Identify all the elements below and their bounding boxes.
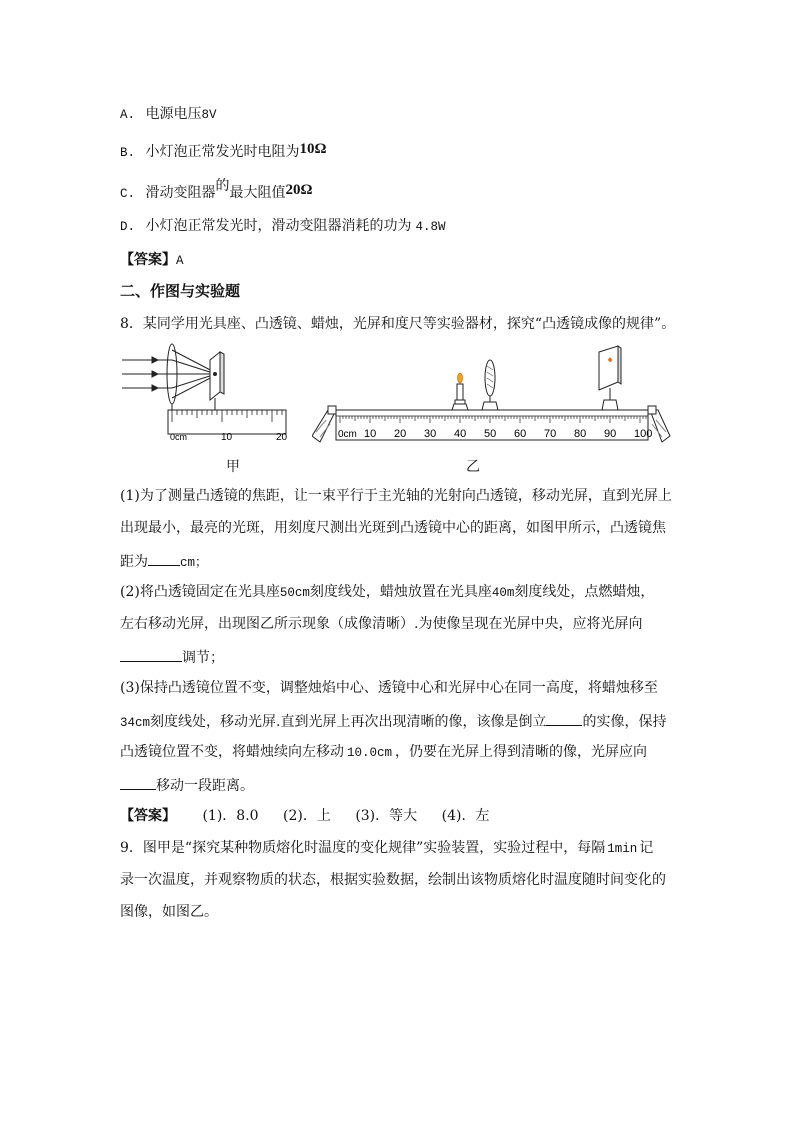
q8-p2-value-50cm: 50cm bbox=[279, 586, 310, 600]
ruler-b-tick-label: 90 bbox=[604, 428, 617, 440]
blank-2 bbox=[120, 646, 182, 662]
blank-4 bbox=[120, 774, 156, 790]
option-a bbox=[120, 104, 216, 125]
option-c bbox=[120, 178, 313, 204]
ruler-b-tick-label: 80 bbox=[574, 428, 587, 440]
q8-answer-item-4: (4)．左 bbox=[441, 808, 490, 824]
convex-lens-b bbox=[482, 360, 498, 410]
q8-answer-item-2: (2)．上 bbox=[283, 808, 331, 824]
option-a-value: 8V bbox=[201, 108, 217, 122]
ruler-a-tick-label-20: 20 bbox=[276, 432, 288, 443]
option-b-text: 小灯泡正常发光时电阻为 bbox=[145, 144, 300, 160]
q8-p1-line1: (1)为了测量凸透镜的焦距，让一束平行于主光轴的光射向凸透镜，移动光屏，直到光屏上 bbox=[120, 488, 672, 504]
option-d bbox=[120, 216, 445, 237]
q8-p1-line3 bbox=[120, 550, 208, 573]
q8-p2-line3 bbox=[120, 646, 224, 668]
q8-stem: 8．某同学用光具座、凸透镜、蜡烛，光屏和度尺等实验器材，探究“凸透镜成像的规律”。 bbox=[120, 316, 676, 332]
q8-answer bbox=[120, 806, 489, 826]
q8-p3-text-3a: 凸透镜位置不变，将蜡烛续向左移动 bbox=[120, 744, 344, 760]
figure-b bbox=[312, 340, 674, 450]
ruler-b-tick-label: 50 bbox=[484, 428, 497, 440]
answer-1-label: 【答案】 bbox=[120, 252, 176, 268]
q9-text-c: 记 bbox=[639, 840, 654, 856]
q8-p1-unit: cm； bbox=[180, 556, 208, 570]
q8-p3-line4 bbox=[120, 774, 254, 796]
q8-p3-value-10cm: 10.0cm bbox=[347, 746, 393, 760]
q8-p3-line2 bbox=[120, 710, 666, 733]
q9-text-a: 9．图甲是“探究某种物质熔化时温度的变化规律”实验装置，实验过程中，每隔 bbox=[120, 840, 606, 856]
option-d-value: 4.8W bbox=[415, 220, 446, 234]
ruler-b-tick-label: 70 bbox=[544, 428, 557, 440]
focal-spot bbox=[213, 372, 217, 376]
q9-line1 bbox=[120, 838, 653, 859]
option-c-text1: 滑动变阻器 bbox=[145, 185, 216, 201]
q8-p2-line1 bbox=[120, 582, 654, 603]
option-c-label: C. bbox=[120, 187, 136, 201]
q8-p3-line1: (3)保持凸透镜位置不变，调整烛焰中心、透镜中心和光屏中心在同一高度，将蜡烛移至 bbox=[120, 680, 658, 696]
ruler-b-tick-label: 40 bbox=[454, 428, 467, 440]
q8-p3-line4-text: 移动一段距离。 bbox=[156, 778, 254, 794]
option-d-label: D. bbox=[120, 220, 136, 234]
q8-p3-value-34cm: 34cm bbox=[120, 716, 151, 730]
q8-p2-text-e: 刻度线处，点燃蜡烛， bbox=[514, 584, 655, 600]
light-screen-b bbox=[599, 346, 621, 410]
candle bbox=[452, 373, 468, 410]
q8-p1-line3-text: 距为 bbox=[120, 554, 148, 570]
q8-p1-line2: 出现最小，最亮的光斑，用刻度尺测出光斑到凸透镜中心的距离，如图甲所示，凸透镜焦 bbox=[120, 520, 666, 536]
figure-a-caption: 甲 bbox=[226, 459, 240, 475]
option-c-text2: 最大阻值 bbox=[229, 185, 286, 201]
figure-b-caption: 乙 bbox=[466, 459, 480, 475]
ruler-b-tick-label: 60 bbox=[514, 428, 527, 440]
q8-answer-item-1: (1)．8.0 bbox=[202, 808, 259, 824]
ruler-b-tick-label: 30 bbox=[424, 428, 437, 440]
ruler-b-tick-label: 100 bbox=[634, 428, 653, 440]
light-screen bbox=[210, 352, 224, 412]
q9-value-1min: 1min bbox=[607, 842, 638, 856]
q8-p3-text-c: 的实像，保持 bbox=[582, 714, 667, 730]
ruler-b-tick-label: 20 bbox=[394, 428, 407, 440]
ruler-a-tick-label-0: 0cm bbox=[170, 432, 188, 442]
option-b bbox=[120, 142, 326, 163]
ruler-b-tick-label: 10 bbox=[364, 428, 377, 440]
q8-p2-text-c: 刻度线处，蜡烛放置在光具座 bbox=[309, 584, 492, 600]
ruler-a-tick-label-10: 10 bbox=[221, 432, 233, 443]
answer-1 bbox=[120, 250, 184, 271]
answer-1-value: A bbox=[176, 254, 184, 268]
q8-p2-text-a: (2)将凸透镜固定在光具座 bbox=[120, 584, 280, 600]
q9-line2: 录一次温度，并观察物质的状态，根据实验数据，绘制出该物质熔化时温度随时间变化的 bbox=[120, 872, 666, 888]
q8-p3-line3 bbox=[120, 742, 647, 763]
option-a-text: 电源电压 bbox=[145, 106, 202, 122]
option-a-label: A. bbox=[120, 108, 136, 122]
q8-p2-line2: 左右移动光屏，出现图乙所示现象（成像清晰）.为使像呈现在光屏中央，应将光屏向 bbox=[120, 616, 643, 632]
q8-answer-label: 【答案】 bbox=[120, 808, 176, 824]
q8-p3-text-3c: ，仍要在光屏上得到清晰的像，光屏应向 bbox=[395, 744, 648, 760]
section-title: 二、作图与实验题 bbox=[120, 282, 241, 300]
parallel-rays bbox=[122, 350, 216, 398]
q8-p2-line3-text: 调节； bbox=[182, 650, 224, 666]
option-b-label: B. bbox=[120, 146, 136, 160]
blank-3 bbox=[546, 710, 582, 726]
q8-p3-text-b: 刻度线处，移动光屏.直到光屏上再次出现清晰的像，该像是倒立 bbox=[150, 714, 547, 730]
ruler-b-tick-label: 0cm bbox=[338, 429, 357, 440]
figure-a bbox=[118, 340, 298, 450]
option-b-value: 10Ω bbox=[299, 141, 327, 157]
option-c-value: 20Ω bbox=[285, 182, 313, 198]
q9-line3: 图像，如图乙。 bbox=[120, 904, 218, 920]
option-d-text: 小灯泡正常发光时，滑动变阻器消耗的功为 bbox=[145, 218, 412, 234]
option-c-sup: 的 bbox=[215, 178, 230, 194]
blank-1 bbox=[148, 550, 180, 566]
q8-p2-value-40m: 40m bbox=[491, 586, 515, 600]
q8-answer-item-3: (3)．等大 bbox=[355, 808, 418, 824]
